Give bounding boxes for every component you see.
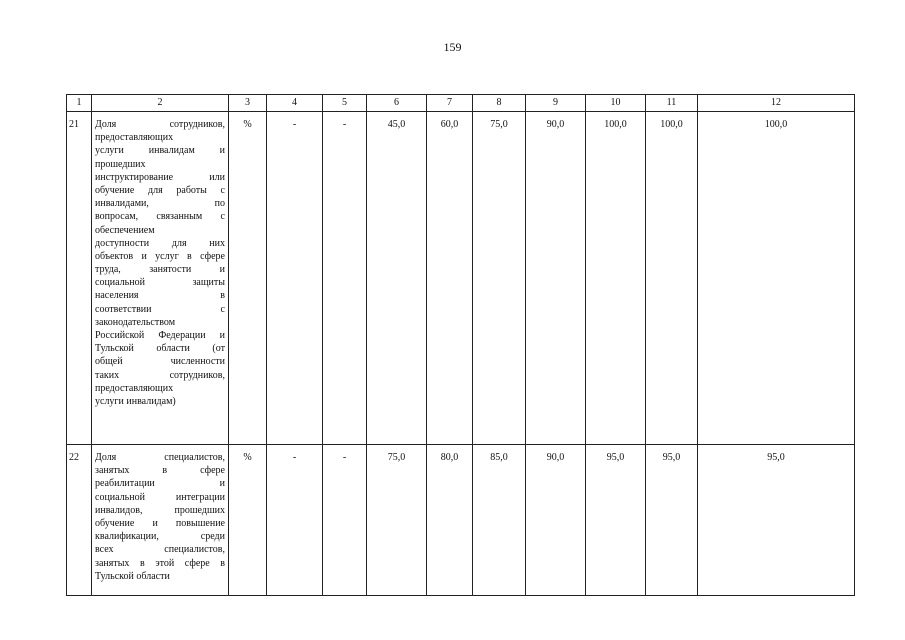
description-line: предоставляющих <box>95 132 174 144</box>
row-value: 45,0 <box>367 112 427 445</box>
row-value: 100,0 <box>698 112 855 445</box>
description-line: обеспечением <box>95 224 155 236</box>
description-line: социальной интеграции <box>95 491 225 503</box>
header-cell: 3 <box>229 95 267 112</box>
header-cell: 1 <box>67 95 92 112</box>
description-line: социальной защиты <box>95 277 225 289</box>
description-line: Доля сотрудников, <box>95 119 225 130</box>
row-col5: - <box>323 445 367 596</box>
row-description <box>92 112 229 445</box>
header-cell: 10 <box>586 95 646 112</box>
row-value: 100,0 <box>646 112 698 445</box>
description-line: услуги инвалидам) <box>95 395 176 407</box>
header-cell: 11 <box>646 95 698 112</box>
description-line: всех специалистов, <box>95 544 225 556</box>
row-value: 100,0 <box>586 112 646 445</box>
description-line: занятых в этой сфере в <box>95 557 225 569</box>
description-line: Тульской области (от <box>95 343 225 355</box>
description-line: доступности для них <box>95 237 225 249</box>
row-index: 21 <box>67 112 92 445</box>
row-col5: - <box>323 112 367 445</box>
header-cell: 6 <box>367 95 427 112</box>
description-line: реабилитации и <box>95 478 225 490</box>
indicator-table <box>66 94 855 596</box>
page-number: 159 <box>443 40 462 54</box>
description-line: общей численности <box>95 356 225 368</box>
description-line: обучение и повышение <box>95 517 225 529</box>
header-cell: 12 <box>698 95 855 112</box>
row-value: 95,0 <box>698 445 855 596</box>
row-col4: - <box>267 112 323 445</box>
row-col4: - <box>267 445 323 596</box>
row-value: 60,0 <box>427 112 473 445</box>
row-value: 75,0 <box>367 445 427 596</box>
description-line: обучение для работы с <box>95 184 225 196</box>
table-row <box>67 112 855 445</box>
description-line: объектов и услуг в сфере <box>95 250 225 262</box>
row-value: 80,0 <box>427 445 473 596</box>
description-line: Доля специалистов, <box>95 452 225 463</box>
header-cell: 5 <box>323 95 367 112</box>
description-line: услуги инвалидам и <box>95 145 225 157</box>
header-cell: 2 <box>92 95 229 112</box>
header-cell: 8 <box>473 95 526 112</box>
description-line: Российской Федерации и <box>95 330 225 341</box>
description-line: квалификации, среди <box>95 531 225 543</box>
description-line: прошедших <box>95 158 146 170</box>
description-line: законодательством <box>95 316 176 328</box>
description-line: инструктирование или <box>95 171 225 183</box>
row-index: 22 <box>67 445 92 596</box>
row-value: 95,0 <box>586 445 646 596</box>
row-value: 85,0 <box>473 445 526 596</box>
description-line: предоставляющих <box>95 382 174 394</box>
table-header-row <box>67 95 855 112</box>
description-line: Тульской области <box>95 570 170 582</box>
description-line: вопросам, связанным с <box>95 211 225 223</box>
header-cell: 7 <box>427 95 473 112</box>
description-line: таких сотрудников, <box>95 369 225 381</box>
description-line: занятых в сфере <box>95 465 225 477</box>
row-unit: % <box>229 445 267 596</box>
description-line: инвалидами, по <box>95 198 225 210</box>
row-value: 95,0 <box>646 445 698 596</box>
description-line: соответствии с <box>95 303 225 315</box>
description-line: населения в <box>95 290 225 302</box>
table-row <box>67 445 855 596</box>
row-value: 90,0 <box>526 445 586 596</box>
description-line: труда, занятости и <box>95 264 225 276</box>
header-cell: 9 <box>526 95 586 112</box>
description-line: инвалидов, прошедших <box>95 504 225 516</box>
row-description <box>92 445 229 596</box>
row-value: 90,0 <box>526 112 586 445</box>
row-value: 75,0 <box>473 112 526 445</box>
row-unit: % <box>229 112 267 445</box>
header-cell: 4 <box>267 95 323 112</box>
